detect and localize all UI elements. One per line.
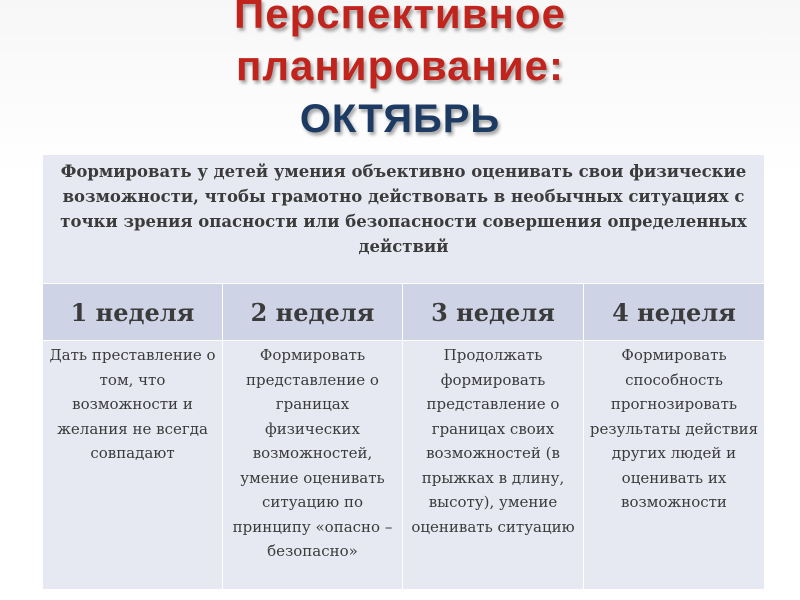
content-row [43, 341, 765, 590]
title-line-2: планирование: [235, 42, 565, 89]
week-header-3: 3 неделя [403, 284, 584, 341]
week-2-content: Формировать представление о границах физических возможностей, умение оценивать ситуацию по принципу «опасно – безопасно» [223, 341, 403, 590]
goal-cell: Формировать у детей умения объективно оценивать свои физические возможности, чтобы грамотно действовать в необычных ситуациях с точки зрения опасности или безопасности совершения определенных действий [43, 155, 765, 284]
week-3-content: Продолжать формировать представление о границах своих возможностей (в прыжках в длину, высоту), умение оценивать ситуацию [403, 341, 584, 590]
weeks-header-row [43, 284, 765, 341]
week-1-content: Дать преставление о том, что возможности и желания не всегда совпадают [43, 341, 223, 590]
week-header-1: 1 неделя [43, 284, 223, 341]
week-4-content: Формировать способность прогнозировать результаты действия других людей и оценивать их возможности [584, 341, 765, 590]
week-header-4: 4 неделя [584, 284, 765, 341]
slide-title [0, 0, 800, 146]
plan-table [42, 154, 765, 590]
title-line-1: Перспективное [234, 0, 566, 37]
goal-row [43, 155, 765, 284]
title-month: ОКТЯБРЬ [299, 97, 501, 141]
week-header-2: 2 неделя [223, 284, 403, 341]
